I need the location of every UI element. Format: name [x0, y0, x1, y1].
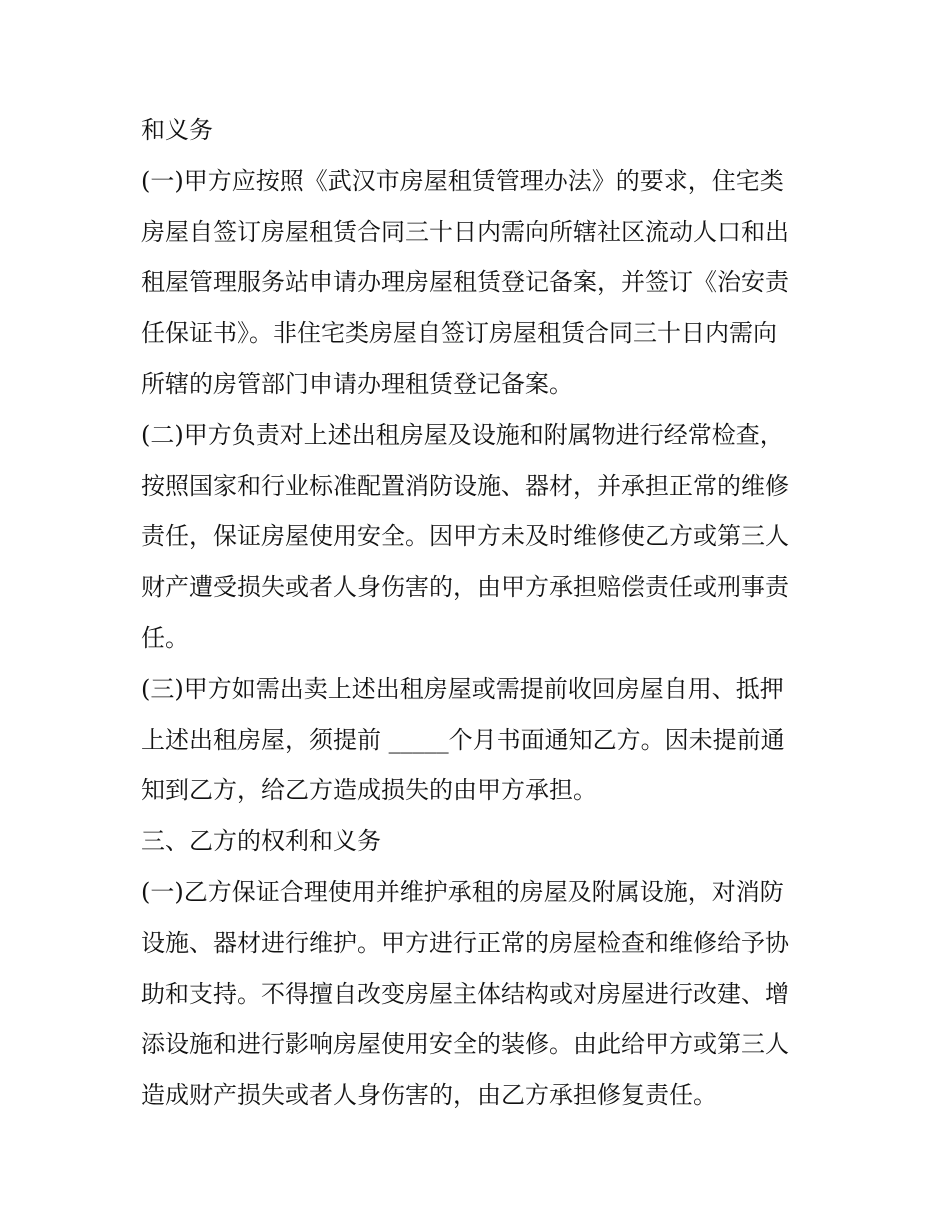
text-line: 上述出租房屋，须提前 _____个月书面通知乙方。因未提前通: [141, 725, 785, 754]
text-line: 租屋管理服务站申请办理房屋租赁登记备案，并签订《治安责: [141, 268, 789, 297]
text-line: 助和支持。不得擅自改变房屋主体结构或对房屋进行改建、增: [141, 979, 789, 1008]
text-line: 任。: [141, 623, 189, 652]
text-line: 房屋自签订房屋租赁合同三十日内需向所辖社区流动人口和出: [141, 217, 789, 246]
text-line: (一)乙方保证合理使用并维护承租的房屋及附属设施，对消防: [141, 877, 784, 906]
text-line: 按照国家和行业标准配置消防设施、器材，并承担正常的维修: [141, 471, 789, 500]
text-line: 和义务: [141, 116, 213, 144]
text-line: 任保证书》。非住宅类房屋自签订房屋租赁合同三十日内需向: [141, 319, 777, 348]
text-line: 设施、器材进行维护。甲方进行正常的房屋检查和维修给予协: [141, 928, 789, 957]
text-line: 添设施和进行影响房屋使用安全的装修。由此给甲方或第三人: [141, 1030, 789, 1059]
text-line: 造成财产损失或者人身伤害的，由乙方承担修复责任。: [141, 1081, 717, 1110]
text-line: 责任，保证房屋使用安全。因甲方未及时维修使乙方或第三人: [141, 522, 789, 551]
text-line: 知到乙方，给乙方造成损失的由甲方承担。: [141, 776, 597, 805]
text-line: 所辖的房管部门申请办理租赁登记备案。: [141, 369, 573, 398]
text-line: (三)甲方如需出卖上述出租房屋或需提前收回房屋自用、抵押: [141, 674, 784, 703]
text-line: 财产遭受损失或者人身伤害的，由甲方承担赔偿责任或刑事责: [141, 573, 789, 602]
text-line: (一)甲方应按照《武汉市房屋租赁管理办法》的要求，住宅类: [141, 166, 784, 195]
text-line: (二)甲方负责对上述出租房屋及设施和附属物进行经常检查，: [141, 420, 784, 449]
document-body: [141, 105, 821, 1121]
section-heading: 三、乙方的权利和义务: [141, 827, 381, 856]
